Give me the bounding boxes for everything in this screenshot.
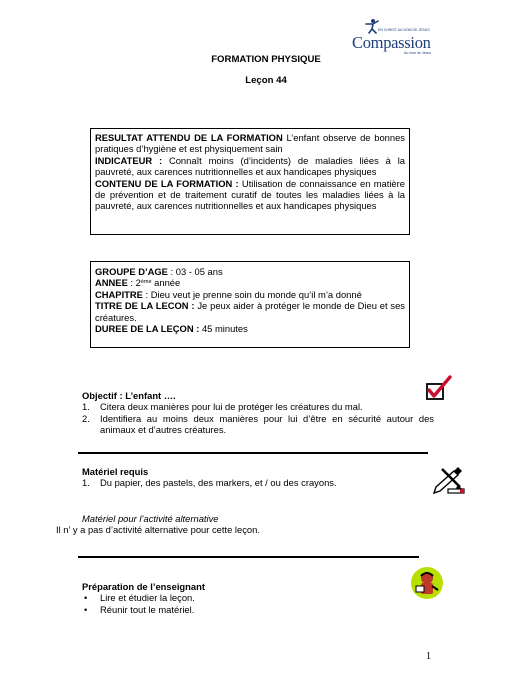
contenu-text: Utilisation de connaissance en matière de prévention et de traitement curatif de toutes les maladies liées à la pauvreté, aux carences nutritionnelles et aux handicapes physiques (95, 177, 405, 212)
chapitre-text: : Dieu veut je prenne soin du monde qu’il m’a donné (142, 288, 362, 300)
item-text: Lire et étudier la leçon. (100, 592, 195, 604)
annee-superscript: ème (140, 279, 152, 286)
item-text: Réunir tout le matériel. (100, 603, 195, 615)
checkbox-check-icon (424, 375, 454, 403)
formation-box (90, 128, 410, 235)
lesson-info-box (90, 261, 410, 348)
page-title: FORMATION PHYSIQUE (211, 54, 321, 65)
duree-line (95, 323, 405, 334)
bullet: • (84, 603, 88, 615)
list-item (82, 592, 412, 603)
item-text: Citera deux manières pour lui de protéger les créatures du mal. (100, 401, 363, 413)
list-item (82, 477, 412, 488)
resultat-label: RESULTAT ATTENDU DE LA FORMATION (95, 132, 283, 143)
annee-line (95, 277, 405, 288)
objectif-list (82, 401, 434, 435)
indicateur-text: Connaît moins (d’incidents) de maladies liées à la pauvreté, aux carences nutritionnelles et aux handicapes physiques (95, 154, 405, 178)
teacher-icon (410, 566, 444, 600)
lesson-number: Leçon 44 (245, 75, 287, 86)
list-item (82, 413, 434, 436)
annee-label: ANNEE (95, 277, 128, 289)
section-divider (78, 556, 419, 558)
materiel-section (82, 466, 412, 489)
objectif-title: Objectif : L’enfant …. (82, 390, 176, 401)
contenu-label: CONTENU DE LA FORMATION : (95, 177, 239, 189)
logo-name: Compassion (352, 33, 431, 52)
annee-suffix: année (151, 277, 181, 289)
preparation-title: Préparation de l’enseignant (82, 581, 205, 592)
age-label: GROUPE D’AGE (95, 266, 168, 277)
item-number: 1. (82, 401, 90, 413)
titre-label: TITRE DE LA LECON : (95, 300, 195, 312)
annee-text: : 2 (127, 277, 141, 289)
indicateur-label: INDICATEUR : (95, 154, 163, 166)
objectif-section (82, 390, 434, 436)
item-text: Identifiera au moins deux manières pour lui d’être en sécurité autour des animaux et d’autres créatures. (100, 412, 434, 436)
contenu-paragraph (95, 178, 405, 212)
logo-tagline-bottom: Au nom de Jésus (404, 51, 432, 55)
materiel-title: Matériel requis (82, 466, 149, 477)
titre-text: Je peux aider à protéger le monde de Dieu et ses créatures. (95, 300, 405, 323)
item-number: 2. (82, 412, 90, 424)
indicateur-paragraph (95, 155, 405, 178)
item-number: 1. (82, 477, 90, 489)
logo-tagline-top: EN CHRIST AU NOM DE JÉSUS (378, 28, 430, 32)
preparation-list (82, 592, 412, 615)
page-number: 1 (426, 651, 431, 662)
alternative-section (56, 513, 436, 536)
list-item (82, 401, 434, 412)
resultat-text: L’enfant observe de bonnes pratiques d’hygiène et est physiquement sain (95, 132, 405, 155)
titre-line (95, 300, 405, 323)
chapitre-line (95, 289, 405, 300)
duree-label: DUREE DE LA LEÇON : (95, 323, 200, 335)
age-line (95, 266, 405, 277)
compassion-logo (352, 18, 444, 54)
pencil-pen-icon (432, 465, 466, 495)
bullet: • (84, 592, 88, 604)
preparation-section (82, 581, 412, 615)
section-divider (78, 452, 428, 454)
resultat-paragraph (95, 132, 405, 155)
alternative-text: Il n’ y a pas d’activité alternative pour cette leçon. (56, 524, 260, 536)
age-text: : 03 - 05 ans (167, 266, 223, 277)
alternative-title: Matériel pour l’activité alternative (82, 513, 219, 524)
duree-text: 45 minutes (199, 323, 248, 335)
item-text: Du papier, des pastels, des markers, et / ou des crayons. (100, 477, 337, 489)
materiel-list (82, 477, 412, 488)
list-item (82, 604, 412, 615)
chapitre-label: CHAPITRE (95, 288, 143, 300)
